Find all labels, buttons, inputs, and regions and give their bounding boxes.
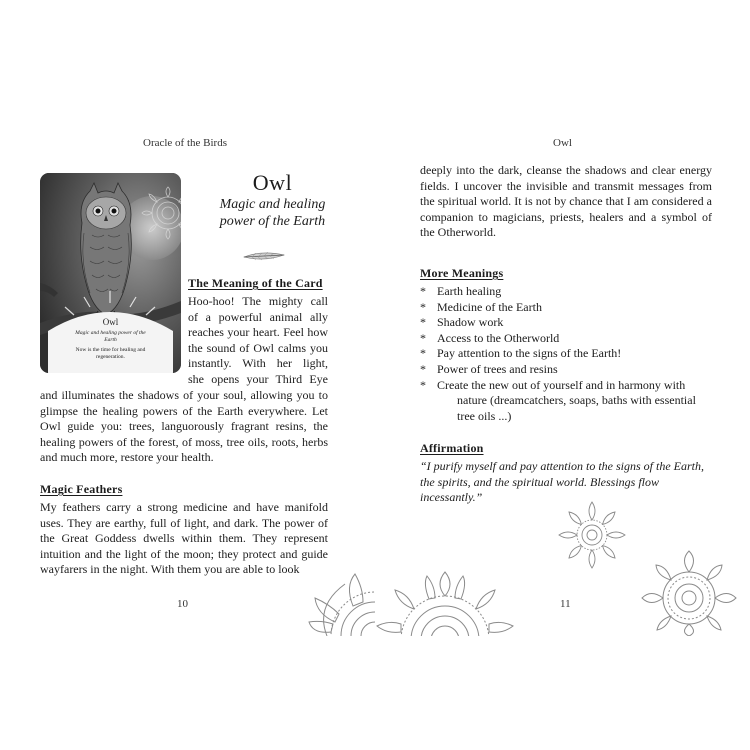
- list-item-text: Shadow work: [437, 315, 504, 330]
- list-item: [420, 346, 720, 362]
- meaning-line: of a powerful animal ally: [188, 309, 328, 324]
- feathers-heading: Magic Feathers: [40, 482, 123, 496]
- mandala-ornament: [375, 570, 515, 636]
- list-item: [420, 362, 720, 378]
- meaning-paragraph: and illuminates the shadows of your soul, allowing you to glimpse the healing powers of the Earth everywhere. Let Owl guide you: trees, languorously fragrant resins, the healing powers of the forest, of moss, tree oils, roots, herbs and much more, restore your health.: [40, 388, 328, 465]
- meaning-heading: The Meaning of the Card: [188, 276, 323, 290]
- page-subtitle: [190, 196, 355, 230]
- meaning-line: the sound of Owl calms you: [188, 340, 328, 355]
- subtitle-line-2: power of the Earth: [219, 214, 326, 229]
- meaning-line: instantly. With her light,: [188, 356, 328, 371]
- meanings-list: [420, 284, 720, 424]
- oracle-card: [40, 173, 181, 373]
- bullet: *: [420, 377, 426, 392]
- bullet: *: [420, 284, 426, 298]
- bullet: *: [420, 299, 426, 314]
- bullet: *: [420, 346, 426, 361]
- mandala-ornament: [308, 570, 375, 636]
- list-item: [420, 378, 720, 425]
- list-item-text: Pay attention to the signs of the Earth!: [437, 346, 622, 361]
- meaning-line: Hoo-hoo! The mighty call: [188, 294, 328, 308]
- card-name: Owl: [102, 317, 119, 327]
- page-number-left: 10: [177, 598, 188, 610]
- bullet: *: [420, 315, 426, 330]
- list-item-text: Access to the Otherworld: [437, 330, 560, 345]
- mandala-ornament: [557, 500, 627, 570]
- page-number-right: 11: [560, 598, 571, 610]
- feathers-paragraph: My feathers carry a strong medicine and have manifold uses. They are earthy, full of light, and dark. The power of the Great Goddess dwells within them. They represent intuition and the light of the moon; they protect and guide wayfarers in the night. With them you are able to look: [40, 500, 328, 577]
- meaning-line: reaches your heart. Feel how: [188, 325, 328, 340]
- list-item: [420, 284, 720, 300]
- list-item-text-continued: tree oils ...): [457, 408, 512, 423]
- list-item-text: Create the new out of yourself and in harmony with: [437, 377, 686, 392]
- subtitle-line-1: Magic and healing: [219, 197, 326, 212]
- list-item-text: Power of trees and resins: [437, 361, 558, 376]
- meaning-line: she opens your Third Eye: [188, 371, 328, 386]
- running-head-right: Owl: [553, 137, 572, 149]
- list-item: [420, 300, 720, 316]
- more-meanings-heading: More Meanings: [420, 266, 504, 280]
- mandala-ornament: [641, 550, 737, 636]
- card-subtitle: Magic and healing power of the Earth: [75, 330, 146, 343]
- list-item-text: Earth healing: [437, 284, 502, 298]
- continuation-paragraph: deeply into the dark, cleanse the shadows and clear energy fields. I uncover the invisible and transmit messages from the spiritual world. It is not by chance that I am considered a companion to magicians, priests, healers and a symbol of the Otherworld.: [420, 163, 712, 240]
- running-head-left: Oracle of the Birds: [143, 137, 227, 149]
- feather-icon: [242, 250, 286, 264]
- list-item: [420, 315, 720, 331]
- bullet: *: [420, 361, 426, 376]
- list-item-text: Medicine of the Earth: [437, 299, 542, 314]
- affirmation-text: “I purify myself and pay attention to the signs of the Earth, the spirits, and the spiritual world. Blessings flow incessantly.”: [420, 459, 704, 505]
- meaning-narrow-column: [188, 294, 328, 388]
- card-text: Now is the time for healing and regeneration.: [75, 347, 146, 360]
- affirmation-heading: Affirmation: [420, 441, 484, 455]
- page-title: Owl: [252, 170, 293, 195]
- list-item: [420, 331, 720, 347]
- list-item-text-continued: nature (dreamcatchers, soaps, baths with essential: [457, 393, 696, 408]
- bullet: *: [420, 330, 426, 345]
